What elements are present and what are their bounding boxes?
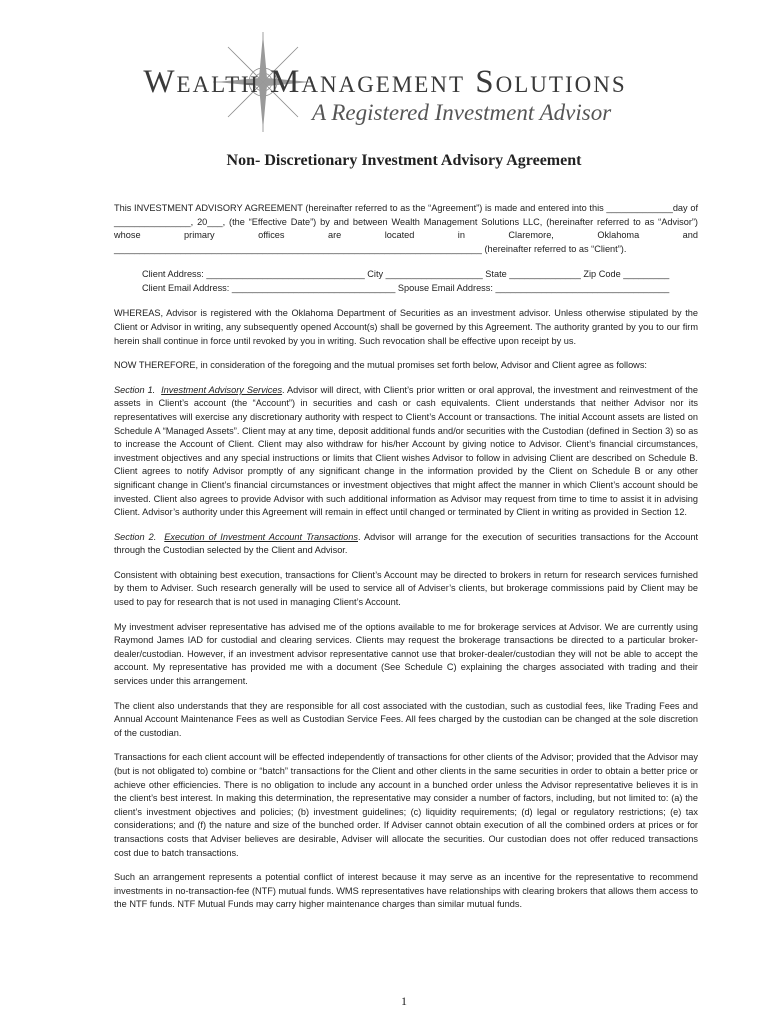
brand-tagline: A Registered Investment Advisor: [312, 100, 612, 125]
client-email-line: Client Email Address: ________________________________ Spouse Email Address: __________________________________: [142, 283, 670, 294]
section-1-name: Investment Advisory Services: [161, 384, 283, 395]
section-1-heading: Section 1.: [114, 384, 156, 395]
section-1-paragraph: [114, 384, 698, 520]
whereas-paragraph: WHEREAS, Advisor is registered with the Oklahoma Department of Securities as an investment advisor. Unless otherwise stipulated by the Client or Advisor in writing, any subsequently opened Account(s) shall be governed by this Agreement. The authority granted by you to our firm herein shall continue in force until revoked by you in writing. Such revocation shall be effective upon receipt by us.: [114, 308, 698, 346]
batch-transactions-paragraph: Transactions for each client account will be effected independently of transactions for other clients of the Advisor; provided that the Advisor may (but is not obligated to) combine or “batch” transactions for the Client and other clients in the same securities in order to obtain a better price or achieve other efficiencies. There is no obligation to include any account in a bunched order unless the Advisor representative believes it is in the client’s best interest. In making this determination, the representative may consider a number of factors, including, but not limited to: (a) the client’s investment objectives and policies; (b) investment guidelines; (c) liquidity requirements; (d) legal or regulatory restrictions; (e) tax considerations; and (f) the nature and size of the bunched order. If Adviser cannot obtain execution of all the combined orders at prices or for transactions costs that Adviser believes are desirable, Adviser will allocate the securities. Our custodian does not offer reduced transactions cost due to batch transactions.: [114, 752, 698, 858]
intro-paragraph: This INVESTMENT ADVISORY AGREEMENT (hereinafter referred to as the “Agreement”) is made and entered into this _____________day of _______________, 20___, (the “Effective Date”) by and between Wealth Management Solutions LLC, (hereinafter referred to as “Advisor”) whose primary offices are located in Claremore, Oklahoma and ________________________________________________________________________ (hereinafter referred to as “Client”).: [114, 203, 698, 254]
custodian-costs-paragraph: The client also understands that they are responsible for all cost associated with the custodian, such as custodial fees, like Trading Fees and Annual Account Maintenance Fees as well as Custodian Service Fees. All fees charged by the custodian can be changed at the sole discretion of the custodian.: [114, 700, 698, 738]
client-address-line: Client Address: _______________________________ City ___________________ State ______________ Zip Code _________: [142, 269, 670, 280]
section-2-text: . Advisor will arrange for the execution of securities transactions for the Account through the Custodian selected by the Client and Advisor.: [114, 531, 698, 556]
now-therefore-paragraph: NOW THEREFORE, in consideration of the foregoing and the mutual promises set forth below, Advisor and Client agree as follows:: [114, 360, 647, 371]
section-1-text: . Advisor will direct, with Client’s prior written or oral approval, the investment and reinvestment of the assets in Client’s account (the “Account”) in securities and cash or cash equivalents. Client understands that neither Advisor nor its representatives will exercise any discretionary authority with respect to Client’s Account or transactions. The initial Account assets are listed on Schedule A “Managed Assets”. Client may at any time, deposit additional funds and/or securities with the Custodian (defined in Section 3) so as to increase the Account of Client. Client may also withdraw for his/her Account by giving notice to Advisor. Client’s financial circumstances, investment objectives and any special instructions or limits that Client wishes Advisor to follow in advising Client are described on Schedule B. Client agrees to notify Advisor promptly of any significant change in the information provided by the Client on Schedule B or any other significant change in Client’s financial circumstances or investment objectives that might affect the manner in which Client’s account should be invested. Client also agrees to provide Advisor with such additional information as Advisor may request from time to time to assist it in advising Client. Advisor’s authority under this Agreement will remain in effect until changed or terminated by Client in writing as provided in Section 12.: [114, 384, 699, 518]
conflict-of-interest-paragraph: Such an arrangement represents a potential conflict of interest because it may serve as an incentive for the representative to recommend investments in no-transaction-fee (NTF) mutual funds. WMS representatives have relationships with clearing brokers that allows them access to the NTF funds. NTF Mutual Funds may carry higher maintenance charges than similar mutual funds.: [114, 872, 698, 910]
document-body: [114, 202, 698, 923]
section-2-paragraph: [114, 531, 698, 558]
best-execution-paragraph: Consistent with obtaining best execution, transactions for Client’s Account may be directed to brokers in return for research services furnished by them to Adviser. Such research generally will be used to service all of Adviser’s clients, but brokerage commissions paid by Client may be used to pay for research that is not used in managing Client’s Account.: [114, 569, 698, 608]
brand-name: Wealth Management Solutions: [143, 64, 627, 100]
section-2-name: Execution of Investment Account Transactions: [164, 531, 358, 542]
representative-paragraph: My investment adviser representative has advised me of the options available to me for brokerage services at Advisor. We are currently using Raymond James IAD for custodial and clearing services. Clients may request the brokerage transactions be directed to a particular broker-dealer/custodian. However, if an investment advisor representative cannot use that broker-dealer/custodian they will not be able to accept the account. My representative has provided me with a document (See Schedule C) explaining the charges associated with trading and their services under this arrangement.: [114, 621, 698, 687]
section-2-heading: Section 2.: [114, 531, 157, 542]
client-info-block: [114, 267, 698, 295]
document-title: Non- Discretionary Investment Advisory Agreement: [226, 152, 582, 169]
page-number: 1: [401, 994, 407, 1008]
